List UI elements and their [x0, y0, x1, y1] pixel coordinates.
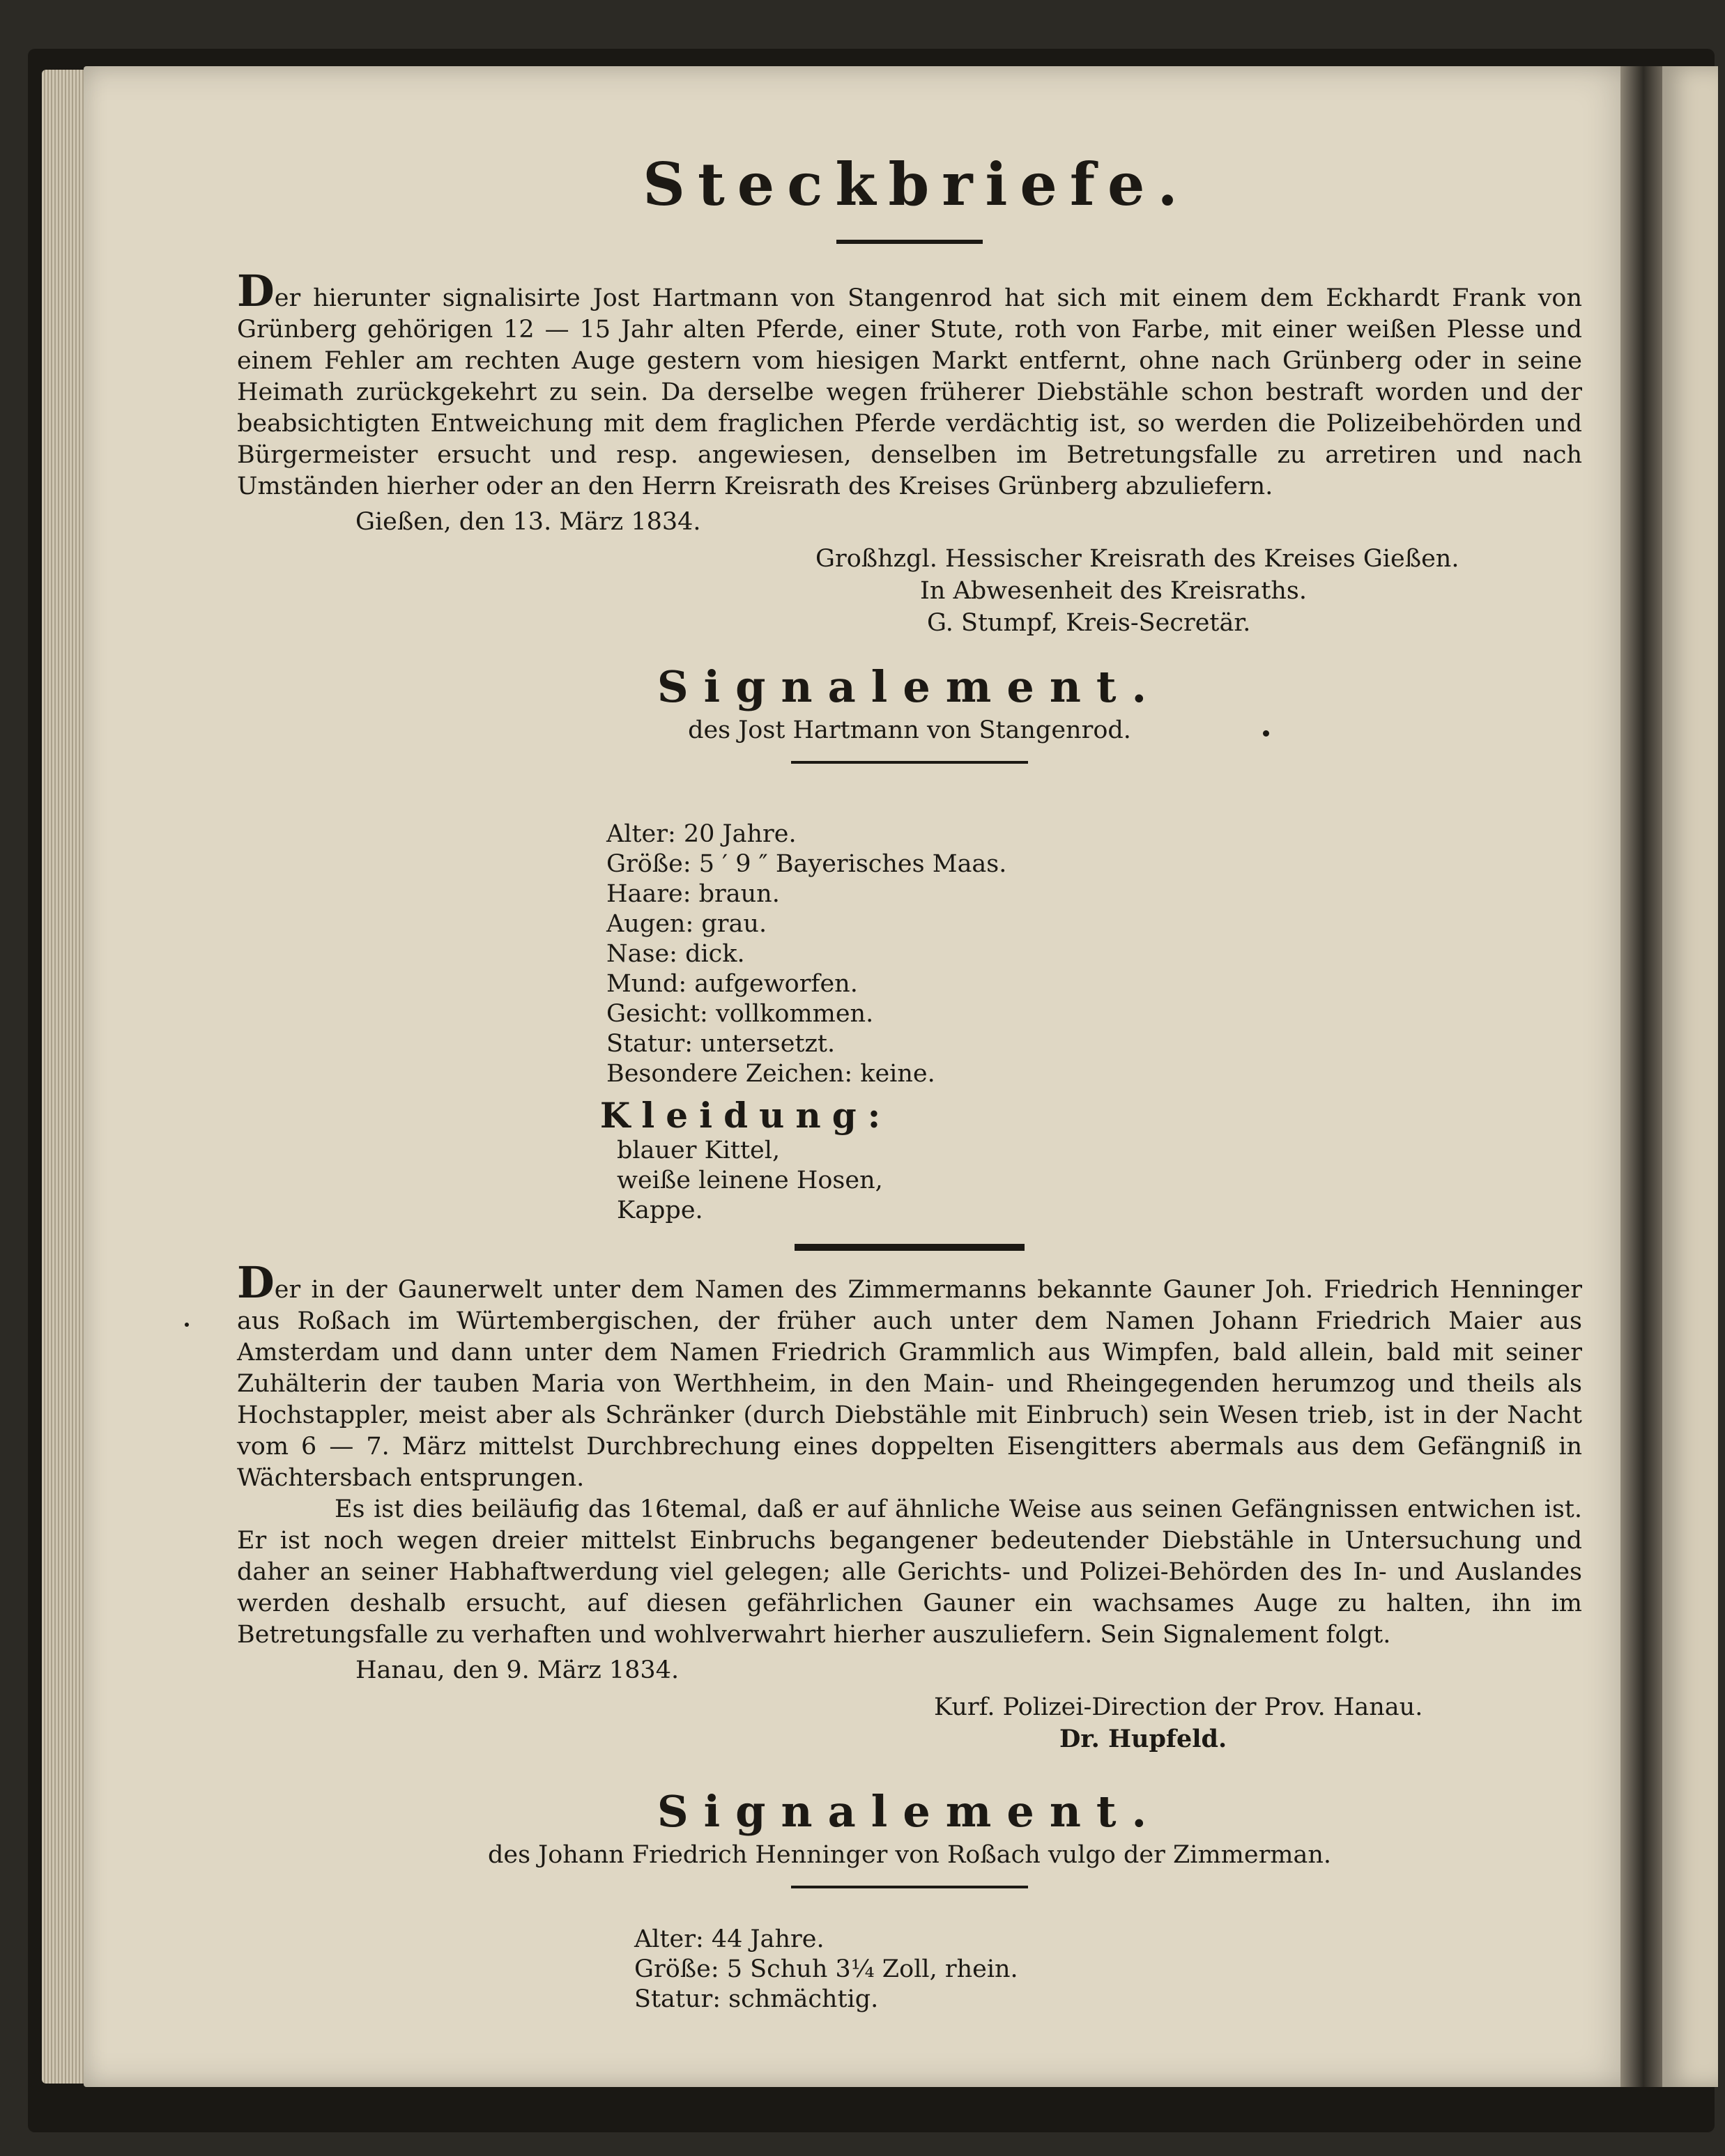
page-title: Steckbriefe. — [643, 150, 1190, 219]
list-item: Statur: untersetzt. — [606, 1030, 836, 1058]
list-item: weiße leinene Hosen, — [617, 1166, 883, 1194]
notice-henninger-signature-1: Kurf. Polizei-Direction der Prov. Hanau. — [934, 1693, 1423, 1721]
list-item: Größe: 5 Schuh 3¼ Zoll, rhein. — [634, 1955, 1018, 1983]
clothing-list — [617, 1136, 1582, 1226]
notice-hartmann-body: er hierunter signalisirte Jost Hartmann von Stangenrod hat sich mit einem dem Eckhardt Frank von Grünberg gehörigen 12 — 15 Jahr alten Pferde, einer Stute, roth von Farbe, mit einer weißen Plesse und einem Fehler am rechten Auge gestern vom hiesigen Markt entfernt, ohne nach Grünberg oder in seine Heimath zurückgekehrt zu sein. Da derselbe wegen früherer Diebstähle schon bestraft worden und der beabsichtigten Entweichung mit dem fraglichen Pferde verdächtig ist, so werden die Polizeibehörden und Bürgermeister ersucht und resp. angewiesen, denselben im Betretungsfalle zu arretiren und nach Umständen hierher oder an den Herrn Kreisrath des Kreises Grünberg abzuliefern. — [237, 284, 1582, 500]
list-item: Statur: schmächtig. — [634, 1985, 879, 2013]
title-rule — [836, 240, 983, 244]
separator-rule — [795, 1244, 1025, 1251]
section-rule — [791, 1886, 1028, 1888]
notice-hartmann-signature-2: In Abwesenheit des Kreisraths. — [920, 577, 1307, 605]
list-item: Gesicht: vollkommen. — [606, 1000, 874, 1028]
notice-hartmann — [237, 265, 1582, 639]
signalement-henninger — [237, 1786, 1582, 2015]
notice-henninger-date: Hanau, den 9. März 1834. — [355, 1656, 680, 1684]
notice-hartmann-signature-3: G. Stumpf, Kreis-Secretär. — [927, 609, 1251, 637]
signalement-hartmann-heading: Signalement. — [657, 661, 1163, 712]
notice-hartmann-text — [237, 265, 1582, 502]
list-item: Haare: braun. — [606, 880, 780, 908]
signalement-henninger-heading: Signalement. — [657, 1786, 1163, 1837]
document-body — [237, 150, 1582, 2015]
list-item: Kappe. — [617, 1196, 703, 1224]
signalement-hartmann-list — [606, 819, 1582, 1089]
list-item: Augen: grau. — [606, 910, 767, 938]
signalement-hartmann-subheading: des Jost Hartmann von Stangenrod. — [688, 716, 1131, 744]
facing-page-edge — [1662, 66, 1718, 2087]
notice-henninger — [237, 1257, 1582, 1755]
list-item: Mund: aufgeworfen. — [606, 970, 858, 998]
list-item: Alter: 20 Jahre. — [606, 820, 797, 848]
list-item: Besondere Zeichen: keine. — [606, 1060, 935, 1088]
notice-henninger-signature-2: Dr. Hupfeld. — [1059, 1725, 1227, 1753]
clothing-heading: Kleidung: — [599, 1095, 892, 1136]
notice-henninger-body: er in der Gaunerwelt unter dem Namen des Zimmermanns bekannte Gauner Joh. Friedrich Henninger aus Roßach im Würtembergischen, der früher auch unter dem Namen Johann Friedrich Maier aus Amsterdam und dann unter dem Namen Friedrich Grammlich aus Wimpfen, bald allein, bald mit seiner Zuhälterin der tauben Maria von Werthheim, in den Main- und Rheingegenden herumzog und theils als Hochstappler, meist aber als Schränker (durch Diebstähle mit Einbruch) sein Wesen trieb, ist in der Nacht vom 6 — 7. März mittelst Durchbrechung eines doppelten Eisengitters abermals aus dem Gefängniß in Wächtersbach entsprungen. — [237, 1276, 1582, 1492]
notice-henninger-text — [237, 1257, 1582, 1494]
list-item: Nase: dick. — [606, 940, 745, 968]
ink-spot — [185, 1323, 189, 1327]
book-spine — [1620, 66, 1662, 2087]
dropcap: D — [237, 1257, 275, 1308]
signalement-henninger-subheading: des Johann Friedrich Henninger von Roßach vulgo der Zimmerman. — [487, 1841, 1332, 1869]
signalement-hartmann — [237, 661, 1582, 1226]
notice-hartmann-date: Gießen, den 13. März 1834. — [355, 508, 701, 536]
list-item: blauer Kittel, — [617, 1137, 781, 1164]
notice-hartmann-signature-1: Großhzgl. Hessischer Kreisrath des Kreises Gießen. — [815, 545, 1459, 573]
signalement-henninger-list — [634, 1925, 1582, 2015]
dropcap: D — [237, 265, 275, 316]
list-item: Größe: 5 ′ 9 ″ Bayerisches Maas. — [606, 850, 1007, 878]
section-rule — [791, 761, 1028, 764]
list-item: Alter: 44 Jahre. — [634, 1925, 825, 1953]
notice-henninger-text-2: Es ist dies beiläufig das 16temal, daß er auf ähnliche Weise aus seinen Gefängnissen entwichen ist. Er ist noch wegen dreier mittelst Einbruchs begangener bedeutender Diebstähle in Untersuchung und daher an seiner Habhaftwerdung viel gelegen; alle Gerichts- und Polizei-Behörden des In- und Auslandes werden deshalb ersucht, auf diesen gefährlichen Gauner ein wachsames Auge zu halten, ihn im Betretungsfalle zu verhaften und wohlverwahrt hierher auszuliefern. Sein Signalement folgt. — [237, 1495, 1582, 1649]
